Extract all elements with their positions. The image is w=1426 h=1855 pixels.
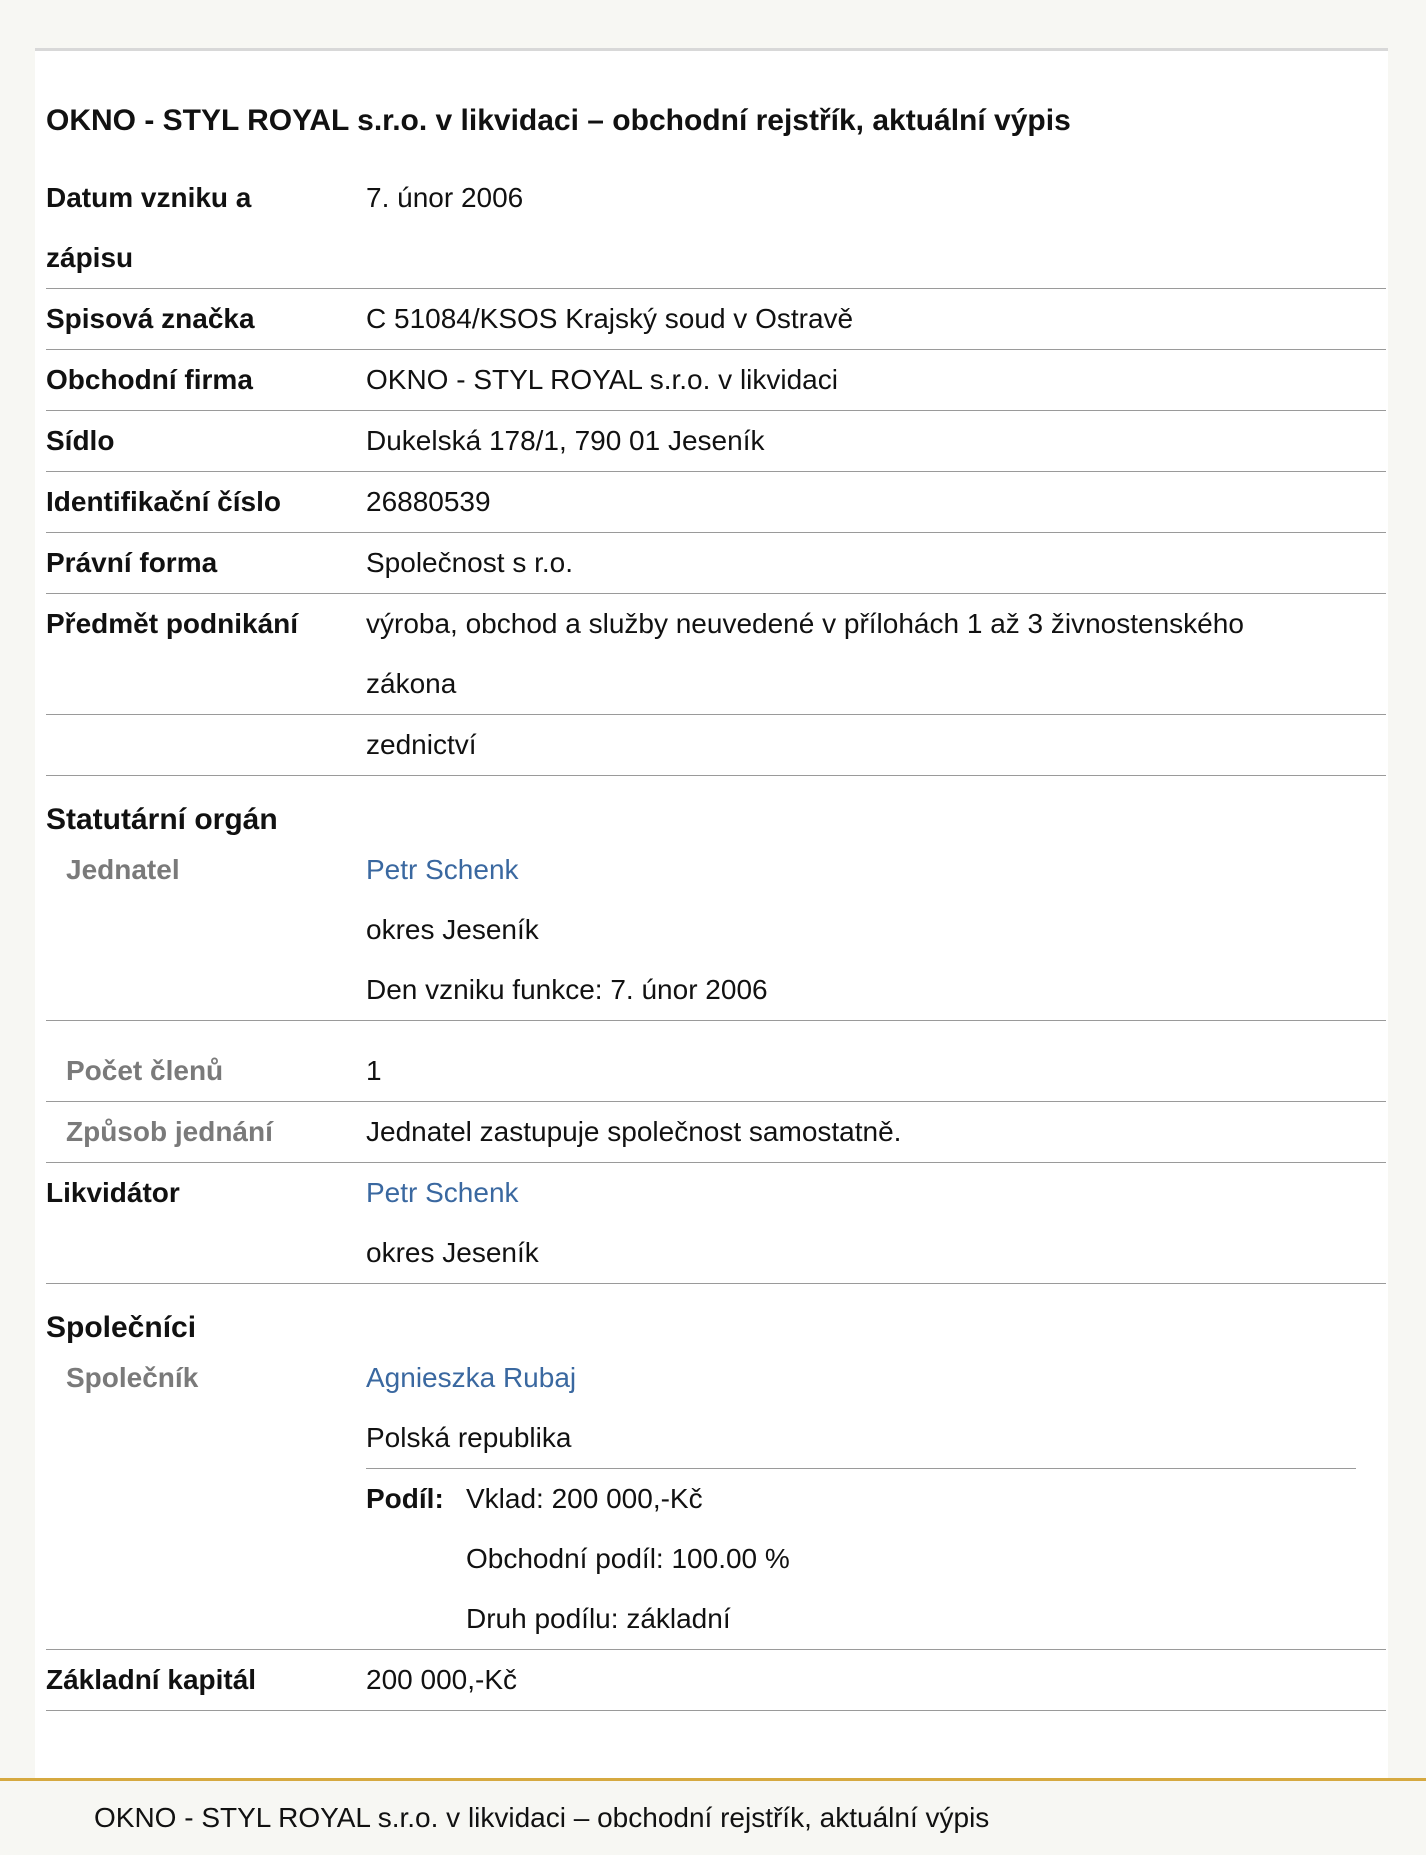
jednatel-name-link[interactable]: Petr Schenk [366, 854, 519, 885]
footer-title: OKNO - STYL ROYAL s.r.o. v likvidaci – obchodní rejstřík, aktuální výpis [94, 1802, 990, 1833]
value-spolecnik [366, 1348, 1386, 1649]
page-title: OKNO - STYL ROYAL s.r.o. v likvidaci – obchodní rejstřík, aktuální výpis [46, 104, 1071, 137]
label-zakladni-kapital: Základní kapitál [46, 1664, 257, 1695]
register-table [46, 168, 1386, 1711]
row-predmet-podnikani [46, 594, 1386, 715]
podil-obchodni-podil: Obchodní podíl: 100.00 % [466, 1543, 790, 1574]
predmet-1-line-1: výroba, obchod a služby neuvedené v přílohách 1 až 3 živnostenského [366, 608, 1244, 639]
label-ico: Identifikační číslo [46, 486, 281, 517]
value-pravni-forma: Společnost s r.o. [366, 547, 574, 578]
value-ico: 26880539 [366, 486, 491, 517]
label-spisova-znacka: Spisová značka [46, 303, 255, 334]
likvidator-okres: okres Jeseník [366, 1237, 539, 1268]
jednatel-den-vzniku: Den vzniku funkce: 7. únor 2006 [366, 974, 768, 1005]
label-pravni-forma: Právní forma [46, 547, 218, 578]
label-datum-line-1: Datum vzniku a [46, 182, 252, 213]
heading-spolecnici: Společníci [46, 1311, 197, 1344]
value-predmet-1 [366, 594, 1386, 714]
page-footer [0, 1778, 1426, 1855]
row-zakladni-kapital [46, 1650, 1386, 1711]
likvidator-name-link[interactable]: Petr Schenk [366, 1177, 519, 1208]
value-spisova-znacka: C 51084/KSOS Krajský soud v Ostravě [366, 303, 854, 334]
row-predmet-podnikani-2 [46, 715, 1386, 776]
label-zpusob-jednani: Způsob jednání [66, 1116, 273, 1147]
podil-values [466, 1469, 1356, 1649]
podil-vklad: Vklad: 200 000,-Kč [466, 1483, 703, 1514]
label-jednatel: Jednatel [66, 854, 180, 885]
row-datum-vzniku [46, 168, 1386, 289]
value-zpusob-jednani: Jednatel zastupuje společnost samostatně. [366, 1116, 902, 1147]
spolecnik-country: Polská republika [366, 1422, 572, 1453]
podil-block [366, 1468, 1356, 1649]
podil-label: Podíl: [366, 1483, 444, 1514]
label-datum-line-2: zápisu [46, 242, 134, 273]
label-pocet-clenu: Počet členů [66, 1055, 224, 1086]
spolecnik-name-link[interactable]: Agnieszka Rubaj [366, 1362, 577, 1393]
label-spolecnik: Společník [66, 1362, 199, 1393]
row-ico [46, 472, 1386, 533]
row-likvidator [46, 1163, 1386, 1284]
value-likvidator [366, 1163, 1386, 1283]
value-jednatel [366, 840, 1386, 1020]
jednatel-okres: okres Jeseník [366, 914, 539, 945]
row-spisova-znacka [46, 289, 1386, 350]
row-pocet-clenu [46, 1021, 1386, 1102]
value-datum-vzniku: 7. únor 2006 [366, 182, 524, 213]
predmet-1-line-2: zákona [366, 668, 457, 699]
label-datum-vzniku [46, 168, 366, 288]
value-obchodni-firma: OKNO - STYL ROYAL s.r.o. v likvidaci [366, 364, 838, 395]
label-obchodni-firma: Obchodní firma [46, 364, 253, 395]
value-pocet-clenu: 1 [366, 1055, 382, 1086]
row-obchodni-firma [46, 350, 1386, 411]
label-sidlo: Sídlo [46, 425, 115, 456]
row-pravni-forma [46, 533, 1386, 594]
extract-panel [35, 48, 1388, 1781]
value-sidlo: Dukelská 178/1, 790 01 Jeseník [366, 425, 765, 456]
label-likvidator: Likvidátor [46, 1177, 180, 1208]
row-jednatel [46, 840, 1386, 1021]
label-empty [46, 715, 366, 775]
label-predmet-podnikani: Předmět podnikání [46, 608, 299, 639]
podil-druh: Druh podílu: základní [466, 1603, 731, 1634]
row-zpusob-jednani [46, 1102, 1386, 1163]
heading-statutarni-organ: Statutární orgán [46, 803, 278, 836]
value-zakladni-kapital: 200 000,-Kč [366, 1664, 517, 1695]
row-spolecnik [46, 1348, 1386, 1650]
value-predmet-2: zednictví [366, 729, 477, 760]
row-sidlo [46, 411, 1386, 472]
